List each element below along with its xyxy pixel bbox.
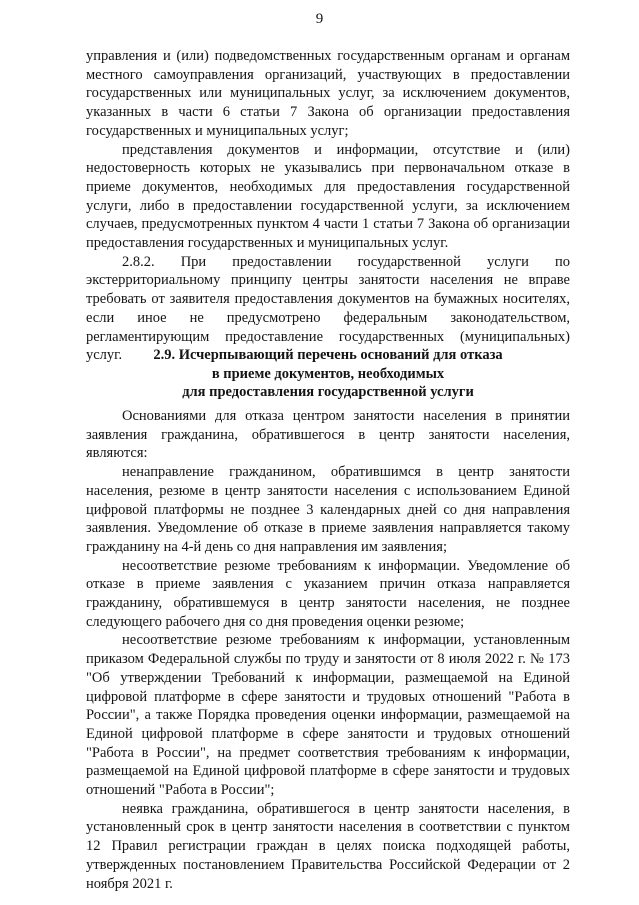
page-number: 9 [315,11,324,27]
section-2-9-text [86,407,570,893]
paragraph-ground-order-173: несоответствие резюме требованиям к информации, установленным приказом Федеральной службы по труду и занятости от 8 июля 2022 г. № 173 "Об утверждении Требований к информации, размещаемой на Единой цифровой платформе в сфере занятости и трудовых отношений "Работа в России", а также Порядка проведения оценки информации, размещаемой на Единой цифровой платформе в сфере занятости и трудовых отношений "Работа в России", на предмет соответствия требованиям к информации, размещаемой на Единой цифровой платформе в сфере занятости и трудовых отношений "Работа в России"; [86,632,570,799]
paragraph-documents-information: представления документов и информации, отсутствие и (или) недостоверность которых не указывались при первоначальном отказе в приеме документов, необходимых для предоставления государственной услуги, либо в предоставлении государственной услуги, за исключением случаев, предусмотренных пунктом 4 части 1 статьи 7 Закона об организации предоставления государственных и муниципальных услуг. [86,141,570,252]
heading-line: для предоставления государственной услуги [182,384,474,400]
paragraph-ground-no-resume: ненаправление гражданином, обратившимся в центр занятости населения, резюме в центр занятости населения с использованием Единой цифровой платформы не позднее 3 календарных дней со дня направления заявления. Уведомление об отказе в приеме заявления направляется такому гражданину на 4-й день со дня направления им заявления; [86,464,570,555]
section-2-8-text [86,47,570,365]
paragraph-grounds-intro: Основаниями для отказа центром занятости населения в принятии заявления гражданина, обратившегося в центр занятости населения, являются: [86,408,570,462]
paragraph-ground-resume-mismatch: несоответствие резюме требованиям к информации. Уведомление об отказе в приеме заявления с указанием причин отказа направляется гражданину, обратившемуся в центр занятости населения, не позднее следующего рабочего дня со дня проведения оценки резюме; [86,557,570,630]
paragraph-continuation: управления и (или) подведомственных государственным органам и органам местного самоуправления организаций, участвующих в предоставлении государственных или муниципальных услуг, за исключением документов, указанных в части 6 статьи 7 Закона об организации предоставления государственных и муниципальных услуг; [86,48,570,139]
section-heading-2-9 [86,346,570,402]
heading-line: в приеме документов, необходимых [211,365,445,382]
heading-line: 2.9. Исчерпывающий перечень оснований для отказа [153,347,503,363]
paragraph-ground-no-show: неявка гражданина, обратившегося в центр занятости населения, в установленный срок в центр занятости населения в соответствии с пунктом 12 Правил регистрации граждан в целях поиска подходящей работы, утвержденных постановлением Правительства Российской Федерации от 2 ноября 2021 г. [86,800,570,892]
paragraph-2-8-2: 2.8.2. При предоставлении государственной услуги по экстерриториальному принципу центры занятости населения не вправе требовать от заявителя предоставления документов на бумажных носителях, если иное не предусмотрено федеральным законодательством, регламентирующим предоставление государственных (муниципальных) услуг. [86,253,570,364]
